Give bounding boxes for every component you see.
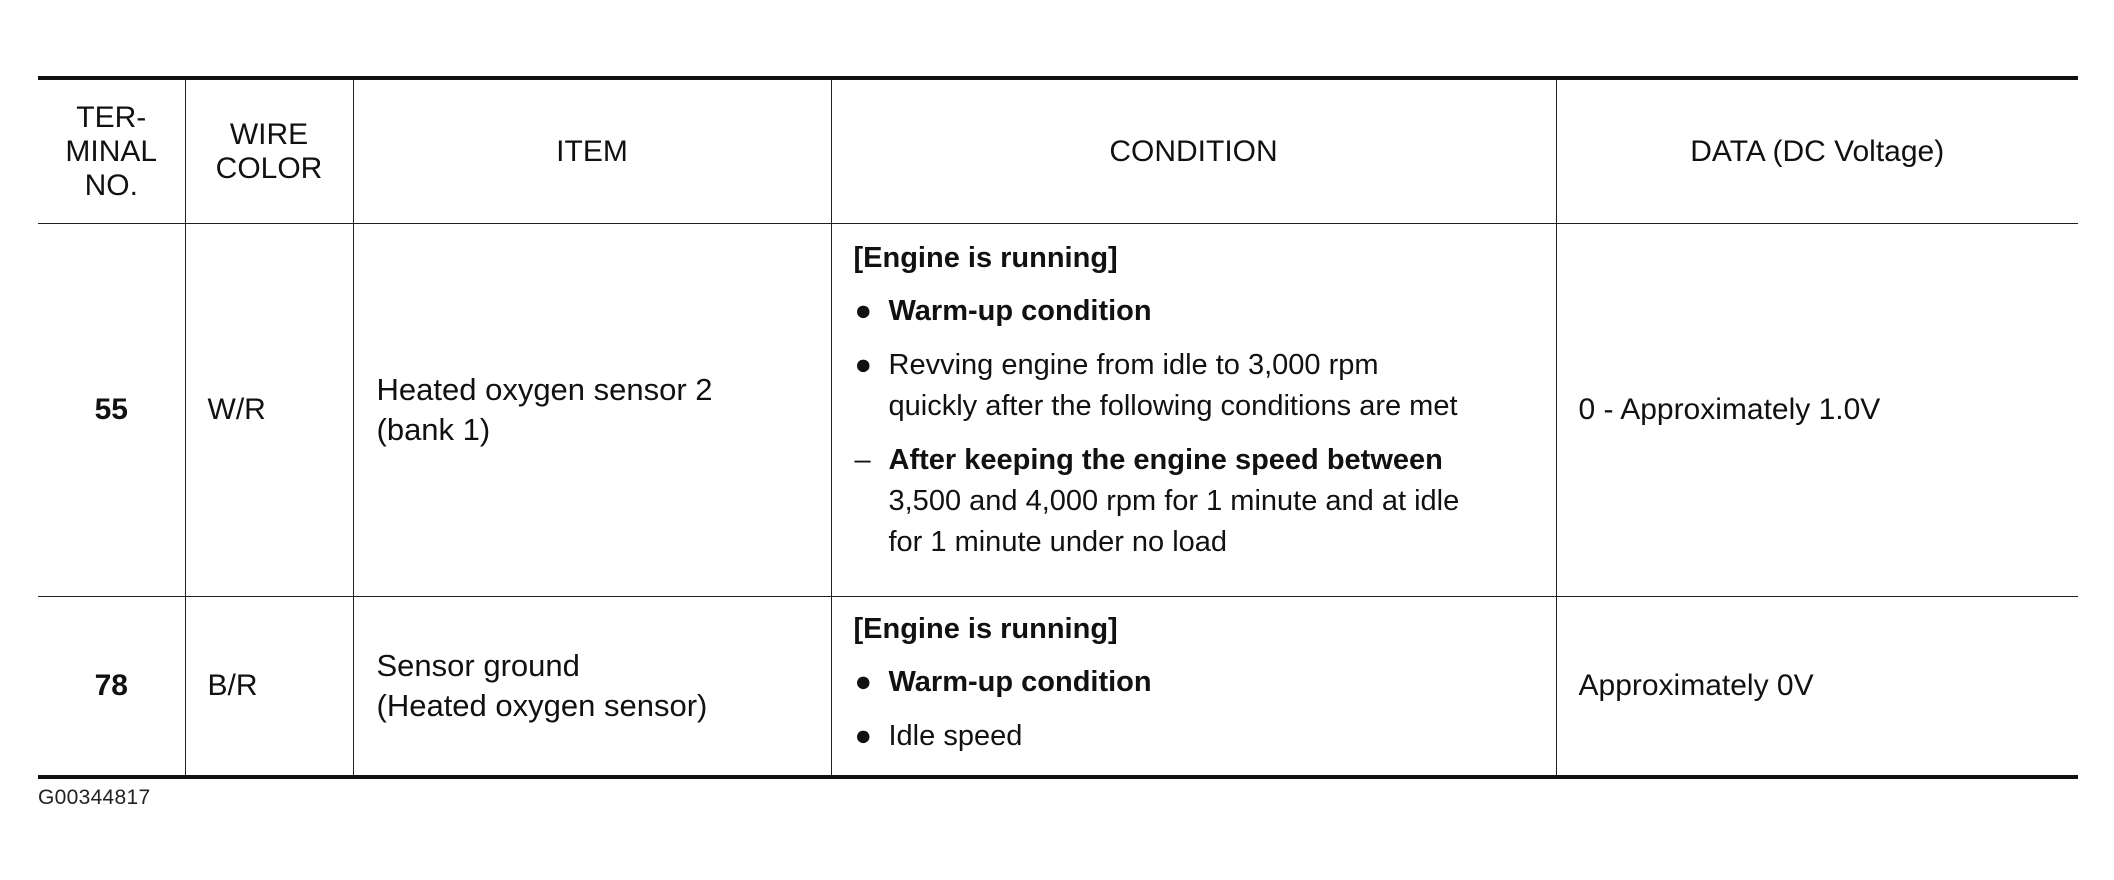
bullet-icon: ● (854, 295, 873, 327)
table-row (38, 224, 2078, 597)
item-line: (bank 1) (376, 412, 491, 447)
header-data: DATA (DC Voltage) (1556, 78, 2078, 224)
condition-item (854, 716, 1546, 757)
condition-text: Warm-up condition (888, 666, 1152, 698)
condition-item (854, 662, 1546, 703)
header-wire-line: COLOR (215, 151, 323, 185)
header-terminal-line: NO. (84, 168, 138, 202)
condition-text: Warm-up condition (888, 295, 1152, 327)
table-header-row (38, 78, 2078, 224)
condition-text: quickly after the following conditions are met (888, 390, 1458, 422)
header-item: ITEM (353, 78, 831, 224)
condition-heading: [Engine is running] (853, 613, 1118, 645)
item-description (353, 597, 831, 778)
data-value: Approximately 0V (1556, 597, 2078, 778)
terminal-number: 78 (38, 597, 185, 778)
terminal-number: 55 (38, 224, 185, 597)
bullet-icon: ● (854, 349, 873, 381)
figure-id: G00344817 (38, 786, 151, 809)
wire-color: W/R (185, 224, 353, 597)
condition-text: 3,500 and 4,000 rpm for 1 minute and at idle (888, 485, 1460, 517)
condition-text: After keeping the engine speed between (888, 444, 1443, 476)
condition-text: for 1 minute under no load (888, 526, 1228, 558)
dash-icon: – (854, 444, 871, 476)
header-wire-color (185, 78, 353, 224)
header-condition: CONDITION (831, 78, 1556, 224)
condition-cell (831, 224, 1556, 597)
condition-item (854, 345, 1546, 427)
header-terminal-line: MINAL (65, 134, 158, 168)
data-value: 0 - Approximately 1.0V (1556, 224, 2078, 597)
header-wire-line: WIRE (229, 117, 309, 151)
wire-color: B/R (185, 597, 353, 778)
condition-text: Idle speed (888, 720, 1023, 752)
bullet-icon: ● (854, 666, 873, 698)
condition-item (854, 291, 1546, 332)
header-terminal-line: TER- (76, 100, 147, 134)
condition-item (854, 440, 1546, 563)
item-line: Sensor ground (376, 648, 580, 683)
item-line: (Heated oxygen sensor) (376, 688, 708, 723)
header-terminal-no (38, 78, 185, 224)
item-description (353, 224, 831, 597)
condition-text: Revving engine from idle to 3,000 rpm (888, 349, 1379, 381)
table-row (38, 597, 2078, 778)
bullet-icon: ● (854, 720, 873, 752)
terminal-data-table (38, 76, 2078, 779)
condition-heading: [Engine is running] (853, 242, 1118, 274)
condition-cell (831, 597, 1556, 778)
item-line: Heated oxygen sensor 2 (376, 372, 713, 407)
